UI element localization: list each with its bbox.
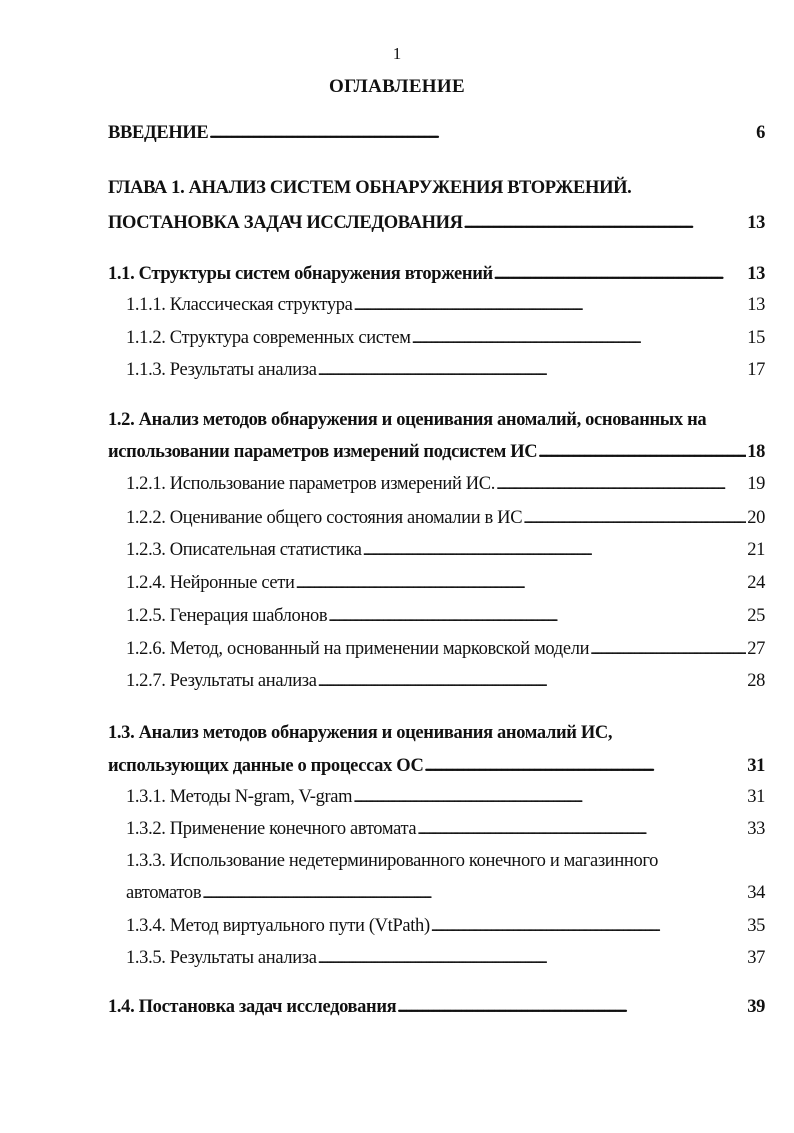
toc-entry-1-2-1[interactable]: [126, 472, 765, 496]
toc-entry-page: 20: [747, 508, 765, 528]
dot-leader: [425, 754, 747, 779]
page-number: 1: [392, 44, 402, 63]
toc-entry-title: 1.3.3. Использование недетерминированного конечного и магазинного: [126, 851, 659, 871]
toc-entry-1-3-5[interactable]: [126, 946, 765, 970]
toc-entry-page: 17: [747, 360, 765, 380]
toc-entry-title: 1.2.5. Генерация шаблонов: [126, 606, 328, 626]
toc-entry-1-2-7[interactable]: [126, 669, 765, 693]
toc-entry-page: 19: [747, 474, 765, 494]
toc-entry-page: 21: [747, 540, 765, 560]
toc-entry-title: 1.2.4. Нейронные сети: [126, 573, 295, 593]
toc-entry-introduction[interactable]: [108, 121, 765, 145]
dot-leader: [354, 293, 747, 318]
toc-entry-page: 6: [756, 123, 765, 143]
toc-entry-title: 1.2. Анализ методов обнаружения и оценивания аномалий, основанных на: [108, 410, 707, 430]
toc-entry-1-1-3[interactable]: [126, 358, 765, 382]
toc-entry-page: 13: [747, 264, 765, 284]
toc-entry-title: использовании параметров измерений подсистем ИС: [108, 442, 538, 462]
dot-leader: [353, 785, 746, 810]
toc-entry-title: ГЛАВА 1. АНАЛИЗ СИСТЕМ ОБНАРУЖЕНИЯ ВТОРЖЕНИЙ.: [108, 178, 632, 198]
toc-entry-title: 1.1.1. Классическая структура: [126, 295, 353, 315]
toc-entry-title: 1.3. Анализ методов обнаружения и оценивания аномалий ИС,: [108, 723, 613, 743]
dot-leader: [496, 472, 746, 497]
dot-leader: [590, 637, 746, 662]
toc-entry-title: 1.1.2. Структура современных систем: [126, 328, 411, 348]
toc-entry-1-1-1[interactable]: [126, 293, 765, 317]
dot-leader: [417, 817, 746, 842]
toc-entry-title: автоматов: [126, 883, 202, 903]
toc-entry-chapter-1-line1[interactable]: [108, 176, 765, 200]
toc-entry-1-2-line1[interactable]: [108, 408, 765, 432]
toc-entry-1-3-2[interactable]: [126, 817, 765, 841]
dot-leader: [202, 881, 746, 906]
dot-leader: [397, 995, 746, 1020]
dot-leader: [318, 358, 747, 383]
toc-entry-page: 31: [747, 756, 765, 776]
toc-entry-title: 1.3.2. Применение конечного автомата: [126, 819, 417, 839]
toc-entry-title: 1.2.3. Описательная статистика: [126, 540, 362, 560]
toc-heading: ОГЛАВЛЕНИЕ: [329, 76, 465, 97]
toc-entry-page: 15: [747, 328, 765, 348]
toc-entry-title: 1.3.1. Методы N-gram, V-gram: [126, 787, 353, 807]
toc-entry-page: 39: [747, 997, 765, 1017]
dot-leader: [318, 946, 747, 971]
toc-entry-page: 33: [747, 819, 765, 839]
toc-entry-page: 13: [747, 213, 765, 233]
toc-entry-1-2-3[interactable]: [126, 538, 765, 562]
toc-entry-page: 24: [747, 573, 765, 593]
toc-entry-title: 1.2.6. Метод, основанный на применении марковской модели: [126, 639, 590, 659]
toc-entry-1-2-5[interactable]: [126, 604, 765, 628]
dot-leader: [494, 262, 746, 287]
toc-entry-page: 31: [747, 787, 765, 807]
toc-entry-page: 25: [747, 606, 765, 626]
toc-entry-1-1-2[interactable]: [126, 326, 765, 350]
toc-entry-page: 13: [747, 295, 765, 315]
toc-entry-title: 1.2.7. Результаты анализа: [126, 671, 317, 691]
toc-entry-1-4[interactable]: [108, 995, 765, 1019]
dot-leader: [296, 571, 747, 596]
toc-entry-1-3-line1[interactable]: [108, 721, 765, 745]
toc-entry-chapter-1[interactable]: [108, 211, 765, 235]
dot-leader: [328, 604, 746, 629]
toc-entry-page: 34: [747, 883, 765, 903]
toc-entry-page: 27: [747, 639, 765, 659]
toc-entry-page: 28: [747, 671, 765, 691]
toc-entry-1-3-3-line1[interactable]: [126, 849, 765, 873]
toc-entry-title: ВВЕДЕНИЕ: [108, 123, 209, 143]
toc-entry-title: 1.4. Постановка задач исследования: [108, 997, 397, 1017]
toc-entry-title: 1.2.2. Оценивание общего состояния аномалии в ИС: [126, 508, 523, 528]
toc-entry-1-3-3[interactable]: [126, 881, 765, 905]
toc-entry-title: 1.2.1. Использование параметров измерений ИС.: [126, 474, 496, 494]
dot-leader: [412, 326, 747, 351]
dot-leader: [363, 538, 747, 563]
toc-entry-1-3-4[interactable]: [126, 914, 765, 938]
toc-entry-title: 1.1.3. Результаты анализа: [126, 360, 317, 380]
dot-leader: [209, 121, 755, 146]
toc-entry-title: использующих данные о процессах ОС: [108, 756, 424, 776]
toc-entry-page: 37: [747, 948, 765, 968]
toc-entry-1-1[interactable]: [108, 262, 765, 286]
toc-entry-title: 1.1. Структуры систем обнаружения вторжений: [108, 264, 493, 284]
toc-entry-1-3[interactable]: [108, 754, 765, 778]
toc-entry-1-2-2[interactable]: [126, 506, 765, 530]
dot-leader: [318, 669, 747, 694]
dot-leader: [464, 211, 747, 236]
dot-leader: [538, 440, 746, 465]
toc-entry-title: 1.3.5. Результаты анализа: [126, 948, 317, 968]
toc-entry-title: ПОСТАНОВКА ЗАДАЧ ИССЛЕДОВАНИЯ: [108, 213, 463, 233]
dot-leader: [431, 914, 746, 939]
dot-leader: [523, 506, 746, 531]
toc-entry-page: 35: [747, 916, 765, 936]
toc-entry-1-2-6[interactable]: [126, 637, 765, 661]
toc-entry-1-3-1[interactable]: [126, 785, 765, 809]
toc-entry-1-2[interactable]: [108, 440, 765, 464]
toc-entry-1-2-4[interactable]: [126, 571, 765, 595]
toc-entry-page: 18: [747, 442, 765, 462]
toc-entry-title: 1.3.4. Метод виртуального пути (VtPath): [126, 916, 430, 936]
